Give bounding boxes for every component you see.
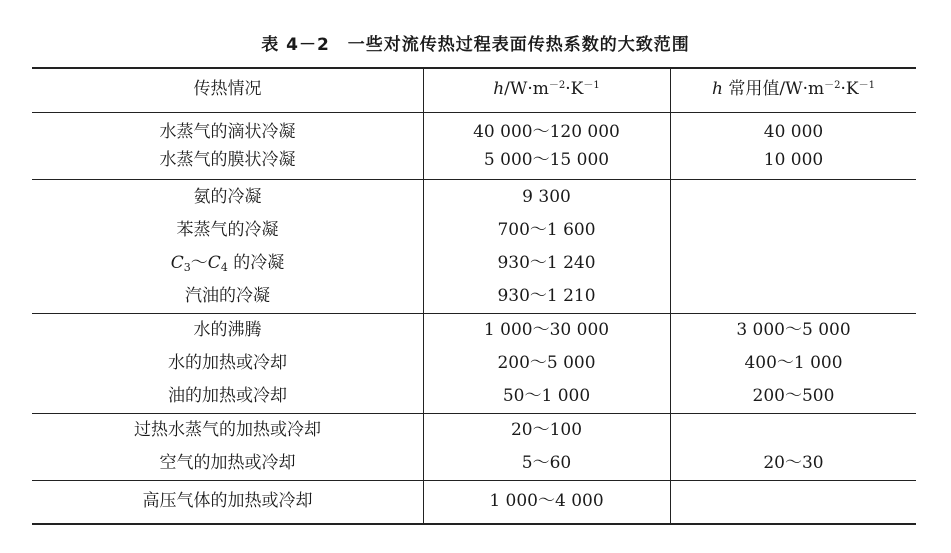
- table-top-rule: [32, 67, 916, 69]
- unit-part: 常用值/W·m: [722, 79, 825, 99]
- case-cell: 水蒸气的滴状冷凝: [159, 122, 296, 142]
- case-cell: 高压气体的加热或冷却: [142, 491, 313, 511]
- case-cell: 过热水蒸气的加热或冷却: [134, 420, 321, 440]
- case-cell: 汽油的冷凝: [185, 286, 270, 306]
- typical-cell: 40 000: [763, 122, 824, 142]
- group-rule-1: [32, 179, 916, 180]
- case-cell: 空气的加热或冷却: [159, 453, 296, 473]
- formula-subscript: 3: [183, 261, 191, 274]
- unit-exponent: －2: [824, 80, 841, 91]
- case-cell: 水蒸气的膜状冷凝: [159, 150, 296, 170]
- case-cell: 油的加热或冷却: [168, 386, 287, 406]
- range-cell: 1 000～4 000: [489, 491, 604, 511]
- typical-cell: 200～500: [752, 386, 835, 406]
- group-rule-3: [32, 413, 916, 414]
- range-cell: 200～5 000: [497, 353, 596, 373]
- typical-cell: [671, 215, 916, 245]
- header-case: 传热情况: [193, 79, 262, 99]
- range-cell: 930～1 210: [497, 286, 596, 306]
- unit-exponent: －1: [858, 80, 875, 91]
- typical-cell: [671, 415, 916, 445]
- typical-cell: 10 000: [763, 150, 824, 170]
- range-cell: 40 000～120 000: [473, 122, 620, 142]
- case-cell: [32, 248, 423, 278]
- formula-symbol: C: [207, 253, 221, 273]
- unit-part: ·K: [565, 79, 584, 99]
- h-symbol: h: [712, 79, 723, 99]
- case-cell: 氨的冷凝: [193, 187, 262, 207]
- group-rule-4: [32, 480, 916, 481]
- header-typical: [671, 74, 916, 104]
- range-cell: 50～1 000: [502, 386, 591, 406]
- header-range: [423, 74, 670, 104]
- h-symbol: h: [493, 79, 505, 99]
- range-cell: 9 300: [522, 187, 571, 207]
- range-cell: 5 000～15 000: [483, 150, 610, 170]
- typical-cell: [671, 486, 916, 516]
- unit-part: ·K: [840, 79, 859, 99]
- formula-tilde: ～: [190, 253, 208, 273]
- typical-cell: 400～1 000: [744, 353, 843, 373]
- typical-cell: 3 000～5 000: [736, 320, 851, 340]
- formula-symbol: C: [170, 253, 184, 273]
- table-caption: 表 4－2 一些对流传热过程表面传热系数的大致范围: [261, 35, 690, 55]
- case-text: 的冷凝: [227, 253, 285, 273]
- table-bottom-rule: [32, 523, 916, 525]
- case-cell: 水的加热或冷却: [168, 353, 287, 373]
- range-cell: 5～60: [521, 453, 572, 473]
- group-rule-2: [32, 313, 916, 314]
- typical-cell: [671, 182, 916, 212]
- case-cell: 苯蒸气的冷凝: [176, 220, 279, 240]
- typical-cell: [671, 248, 916, 278]
- case-cell: 水的沸腾: [193, 320, 262, 340]
- header-rule: [32, 112, 916, 113]
- typical-cell: 20～30: [763, 453, 824, 473]
- range-cell: 1 000～30 000: [483, 320, 610, 340]
- range-cell: 20～100: [510, 420, 583, 440]
- unit-exponent: －1: [583, 80, 600, 91]
- unit-exponent: －2: [548, 80, 566, 91]
- typical-cell: [671, 281, 916, 311]
- unit-part: /W·m: [504, 79, 549, 99]
- range-cell: 700～1 600: [497, 220, 596, 240]
- range-cell: 930～1 240: [497, 253, 596, 273]
- formula-subscript: 4: [220, 261, 228, 274]
